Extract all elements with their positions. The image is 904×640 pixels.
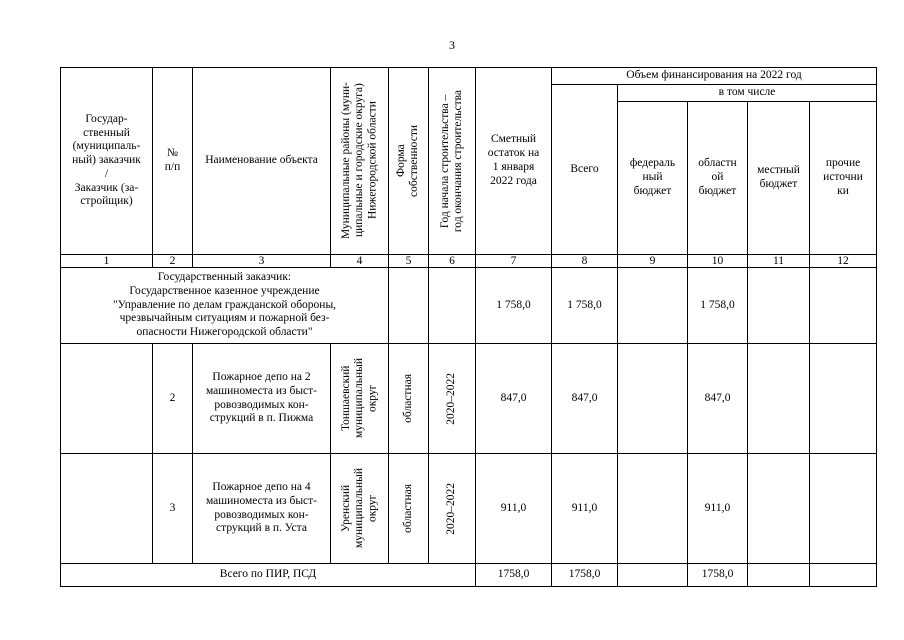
column-number: 5 bbox=[389, 255, 429, 268]
object-name: Пожарное депо на 2 машиноместа из быст- ровозводимых кон- струкций в п. Пижма bbox=[193, 344, 331, 454]
object-num: 2 bbox=[153, 344, 193, 454]
empty-cell bbox=[810, 454, 877, 564]
column-number: 4 bbox=[331, 255, 389, 268]
total-regional: 1758,0 bbox=[688, 564, 748, 587]
empty-cell bbox=[429, 268, 476, 344]
empty-cell bbox=[748, 268, 810, 344]
column-number: 2 bbox=[153, 255, 193, 268]
header-customer: Государ- ственный (муниципаль- ный) заказчик / Заказчик (за- стройщик) bbox=[61, 68, 153, 255]
object-years: 2020–2022 bbox=[429, 344, 476, 454]
header-total: Всего bbox=[552, 85, 618, 255]
total-label: Всего по ПИР, ПСД bbox=[61, 564, 476, 587]
object-ownership: областная bbox=[389, 454, 429, 564]
total-estimate: 1758,0 bbox=[476, 564, 552, 587]
empty-cell bbox=[618, 268, 688, 344]
financing-table bbox=[60, 67, 877, 587]
column-number: 3 bbox=[193, 255, 331, 268]
header-regional: областн ой бюджет bbox=[688, 102, 748, 255]
column-number: 7 bbox=[476, 255, 552, 268]
object-num: 3 bbox=[153, 454, 193, 564]
empty-cell bbox=[618, 564, 688, 587]
object-estimate: 847,0 bbox=[476, 344, 552, 454]
empty-cell bbox=[618, 454, 688, 564]
header-other: прочие источни ки bbox=[810, 102, 877, 255]
table-row bbox=[61, 344, 877, 454]
table-row bbox=[61, 454, 877, 564]
customer-total: 1 758,0 bbox=[552, 268, 618, 344]
header-num: № п/п bbox=[153, 68, 193, 255]
header-ownership: Форма собственности bbox=[389, 68, 429, 255]
header-funding-group: Объем финансирования на 2022 год bbox=[552, 68, 877, 85]
column-number: 8 bbox=[552, 255, 618, 268]
object-ownership: областная bbox=[389, 344, 429, 454]
header-local: местный бюджет bbox=[748, 102, 810, 255]
empty-cell bbox=[748, 344, 810, 454]
header-federal: федераль ный бюджет bbox=[618, 102, 688, 255]
empty-cell bbox=[810, 268, 877, 344]
column-number: 10 bbox=[688, 255, 748, 268]
customer-estimate: 1 758,0 bbox=[476, 268, 552, 344]
object-district: Тоншаевский муниципальный округ bbox=[331, 344, 389, 454]
empty-cell bbox=[389, 268, 429, 344]
object-total: 847,0 bbox=[552, 344, 618, 454]
empty-cell bbox=[810, 564, 877, 587]
header-object-name: Наименование объекта bbox=[193, 68, 331, 255]
empty-cell bbox=[748, 564, 810, 587]
customer-name: Государственный заказчик: Государственное казенное учреждение "Управление по делам гражданской обороны, чрезвычайным ситуациям и пожарной без- опасности Нижегородской области" bbox=[61, 268, 389, 344]
column-number: 9 bbox=[618, 255, 688, 268]
page-number: 3 bbox=[449, 38, 455, 52]
object-district: Уренский муниципальный округ bbox=[331, 454, 389, 564]
object-total: 911,0 bbox=[552, 454, 618, 564]
empty-cell bbox=[748, 454, 810, 564]
empty-cell bbox=[618, 344, 688, 454]
column-number: 1 bbox=[61, 255, 153, 268]
object-regional: 847,0 bbox=[688, 344, 748, 454]
header-estimate: Сметный остаток на 1 января 2022 года bbox=[476, 68, 552, 255]
empty-cell bbox=[810, 344, 877, 454]
customer-regional: 1 758,0 bbox=[688, 268, 748, 344]
object-regional: 911,0 bbox=[688, 454, 748, 564]
header-districts: Муниципальные районы (муни- ципальные и городские округа) Нижегородской области bbox=[331, 68, 389, 255]
header-including: в том числе bbox=[618, 85, 877, 102]
column-number: 11 bbox=[748, 255, 810, 268]
column-number: 12 bbox=[810, 255, 877, 268]
object-name: Пожарное депо на 4 машиноместа из быст- ровозводимых кон- струкций в п. Уста bbox=[193, 454, 331, 564]
object-years: 2020–2022 bbox=[429, 454, 476, 564]
header-years: Год начала строительства – год окончания строительства bbox=[429, 68, 476, 255]
object-estimate: 911,0 bbox=[476, 454, 552, 564]
empty-cell bbox=[61, 344, 153, 454]
total-total: 1758,0 bbox=[552, 564, 618, 587]
empty-cell bbox=[61, 454, 153, 564]
column-number: 6 bbox=[429, 255, 476, 268]
